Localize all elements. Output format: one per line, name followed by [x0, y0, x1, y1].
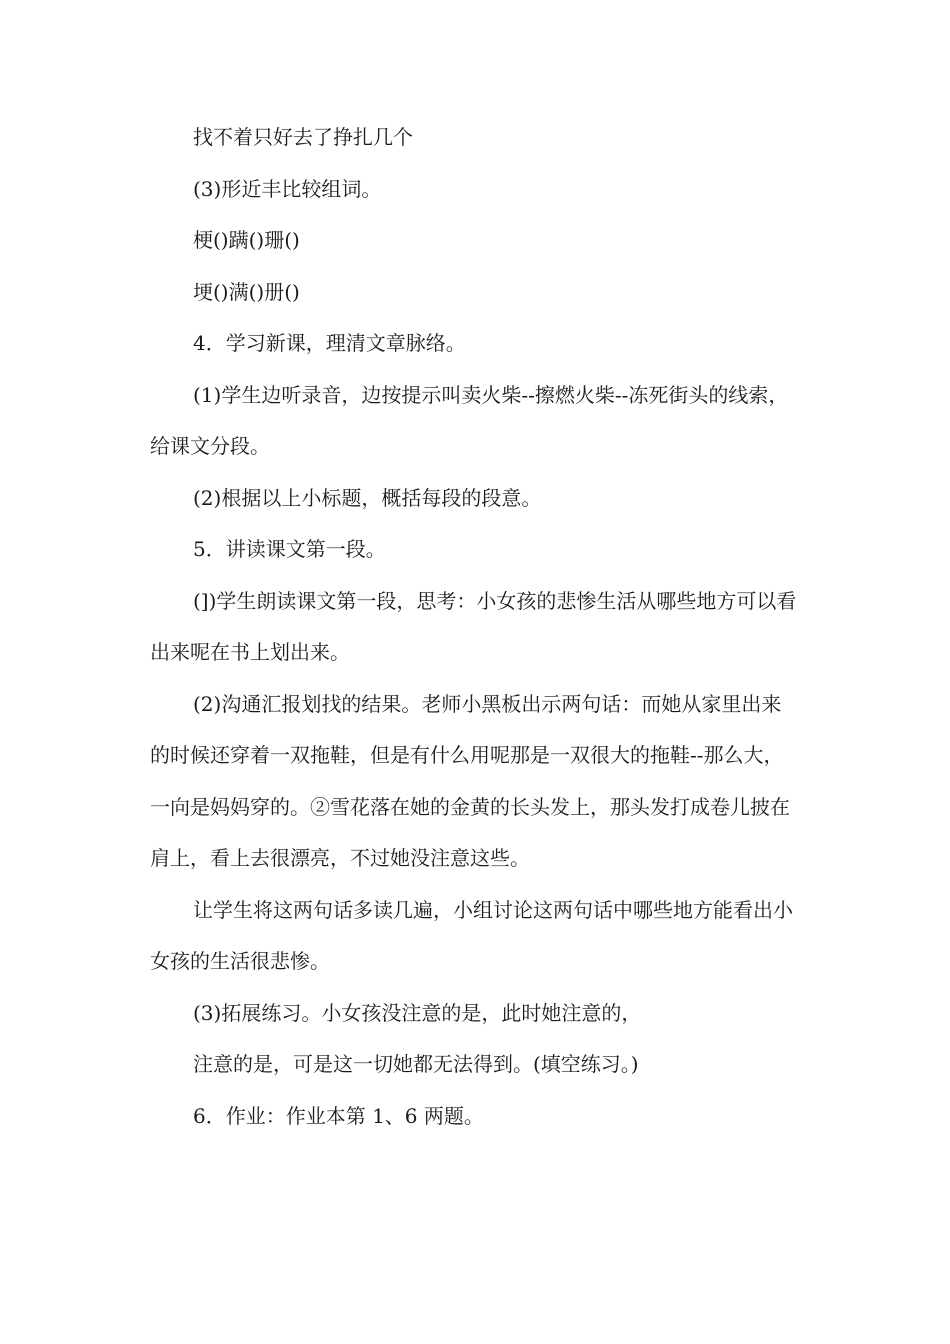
paragraph-13: 注意的是，可是这一切她都无法得到。(填空练习。) — [193, 1052, 639, 1076]
paragraph-10: (2)沟通汇报划找的结果。老师小黑板出示两句话：而她从家里出来的时候还穿着一双拖鞋，但是有什么用呢那是一双很大的拖鞋--那么大，一向是妈妈穿的。②雪花落在她的金黄的长头发上，那头发打成卷儿披在肩上，看上去很漂亮，不过她没注意这些。 — [150, 691, 790, 870]
paragraph-5: 4．学习新课，理清文章脉络。 — [193, 331, 466, 355]
paragraph-4: 埂()满()册() — [193, 279, 300, 304]
paragraph-14: 6．作业：作业本第 1、6 两题。 — [193, 1103, 484, 1128]
paragraph-3: 梗()蹒()珊() — [193, 228, 300, 252]
paragraph-11: 让学生将这两句话多读几遍，小组讨论这两句话中哪些地方能看出小女孩的生活很悲惨。 — [150, 897, 793, 973]
paragraph-6: (1)学生边听录音，边按提示叫卖火柴--擦燃火柴--冻死街头的线索，给课文分段。 — [150, 382, 789, 458]
paragraph-8: 5．讲读课文第一段。 — [193, 537, 386, 561]
document-body — [150, 112, 800, 1142]
paragraph-1: 找不着只好去了挣扎几个 — [193, 125, 413, 149]
paragraph-2: (3)形近丰比较组词。 — [193, 176, 382, 201]
paragraph-12: (3)拓展练习。小女孩没注意的是，此时她注意的， — [193, 1000, 642, 1025]
paragraph-7: (2)根据以上小标题，概括每段的段意。 — [193, 485, 542, 510]
paragraph-9: (])学生朗读课文第一段，思考：小女孩的悲惨生活从哪些地方可以看出来呢在书上划出来。 — [150, 588, 797, 664]
